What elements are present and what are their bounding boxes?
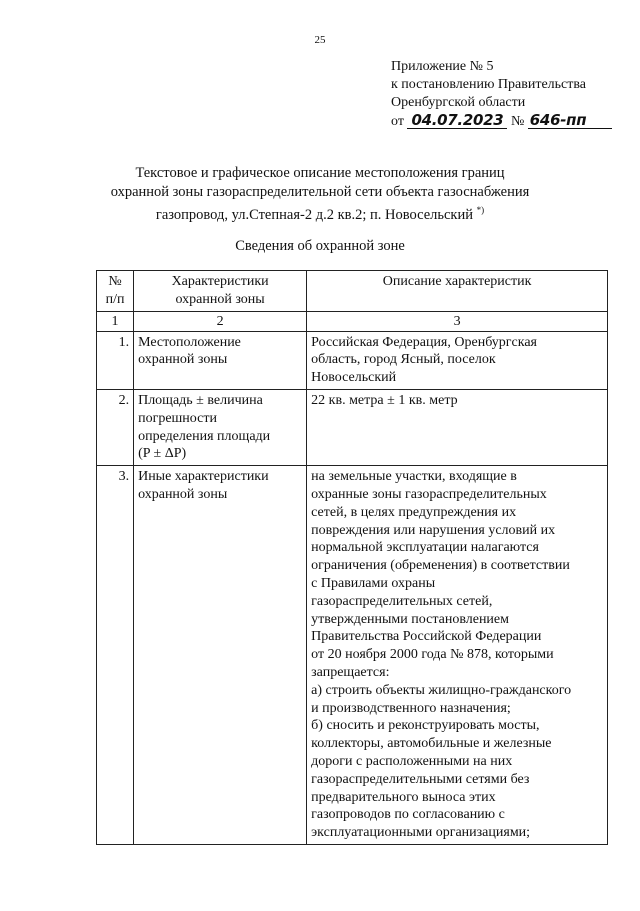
desc-line: эксплуатационными организациями; — [311, 825, 531, 841]
row-number: 1. — [97, 331, 134, 389]
column-index-3: 3 — [307, 311, 608, 331]
row-description — [307, 331, 608, 389]
title-line-2: охранной зоны газораспределительной сети объекта газоснабжения — [110, 183, 530, 200]
header-desc-line: Описание характеристик — [382, 274, 532, 289]
page-number: 25 — [314, 34, 326, 46]
header-characteristics — [134, 271, 307, 312]
header-description — [307, 271, 608, 312]
handwritten-date: 04.07.2023 — [407, 112, 507, 129]
desc-line: газораспределительных сетей, — [311, 593, 493, 609]
desc-line: предварительного выноса этих — [311, 789, 496, 805]
desc-line: на земельные участки, входящие в — [311, 469, 517, 485]
char-line: (P ± ΔP) — [138, 446, 187, 462]
desc-line: дороги с расположенными на них — [311, 753, 513, 769]
desc-line: газопроводов по согласованию с — [311, 807, 505, 823]
desc-line: и производственного назначения; — [311, 700, 511, 716]
table-header-row — [97, 271, 608, 312]
appendix-line-date — [391, 112, 612, 131]
row-characteristic — [134, 389, 307, 465]
desc-line: от 20 ноября 2000 года № 878, которыми — [311, 647, 554, 663]
desc-line: а) строить объекты жилищно-гражданского — [311, 682, 572, 698]
char-line: Площадь ± величина — [138, 392, 263, 408]
column-index-2: 2 — [134, 311, 307, 331]
header-number-line-2: п/п — [105, 291, 125, 307]
char-line: охранной зоны — [138, 486, 228, 502]
title-line-1: Текстовое и графическое описание местоположения границ — [135, 165, 505, 181]
desc-line: повреждения или нарушения условий их — [311, 522, 556, 538]
desc-line: сетей, в целях предупреждения их — [311, 504, 517, 520]
desc-line: коллекторы, автомобильные и железные — [311, 736, 552, 752]
char-line: Иные характеристики — [138, 469, 269, 485]
document-title — [0, 164, 640, 224]
row-number: 3. — [97, 466, 134, 845]
header-number — [97, 271, 134, 312]
section-subtitle: Сведения об охранной зоне — [235, 238, 405, 254]
appendix-line-2: к постановлению Правительства — [391, 77, 587, 92]
desc-line: запрещается: — [311, 664, 390, 680]
desc-line: с Правилами охраны — [311, 575, 436, 591]
table-row — [97, 466, 608, 845]
table-row — [97, 389, 608, 465]
desc-line: ограничения (обременения) в соответствии — [311, 558, 570, 574]
desc-line: Правительства Российской Федерации — [311, 629, 542, 645]
title-line-3 — [0, 201, 640, 224]
title-line-3-text: газопровод, ул.Степная-2 д.2 кв.2; п. Новосельский — [155, 206, 473, 223]
row-characteristic — [134, 466, 307, 845]
desc-line: область, город Ясный, поселок — [311, 352, 496, 368]
desc-line: Российская Федерация, Оренбургская — [311, 334, 537, 350]
appendix-line-1: Приложение № 5 — [391, 59, 494, 74]
from-label: от — [391, 114, 404, 129]
desc-line: газораспределительными сетями без — [311, 771, 530, 787]
handwritten-number: 646-пп — [528, 112, 612, 129]
table-row — [97, 331, 608, 389]
desc-line: Новосельский — [311, 370, 397, 386]
desc-line: охранные зоны газораспределительных — [311, 486, 547, 502]
number-label: № — [510, 114, 525, 129]
char-line: определения площади — [138, 428, 271, 444]
char-line: охранной зоны — [138, 352, 228, 368]
header-number-line-1: № — [108, 274, 122, 289]
row-characteristic — [134, 331, 307, 389]
desc-line: б) сносить и реконструировать мосты, — [311, 718, 540, 734]
appendix-block — [391, 58, 612, 131]
footnote-mark: *) — [476, 205, 485, 215]
header-char-line-1: Характеристики — [171, 274, 269, 289]
char-line: Местоположение — [138, 334, 241, 350]
column-index-1: 1 — [97, 311, 134, 331]
desc-line: нормальной эксплуатации налагаются — [311, 540, 539, 556]
header-char-line-2: охранной зоны — [175, 291, 265, 307]
appendix-line-3: Оренбургской области — [391, 95, 526, 110]
row-number: 2. — [97, 389, 134, 465]
column-index-row — [97, 311, 608, 331]
row-description — [307, 389, 608, 465]
row-description — [307, 466, 608, 845]
desc-line: утвержденными постановлением — [311, 611, 510, 627]
desc-line: 22 кв. метра ± 1 кв. метр — [311, 392, 458, 408]
protection-zone-table — [96, 270, 608, 845]
char-line: погрешности — [138, 410, 217, 426]
